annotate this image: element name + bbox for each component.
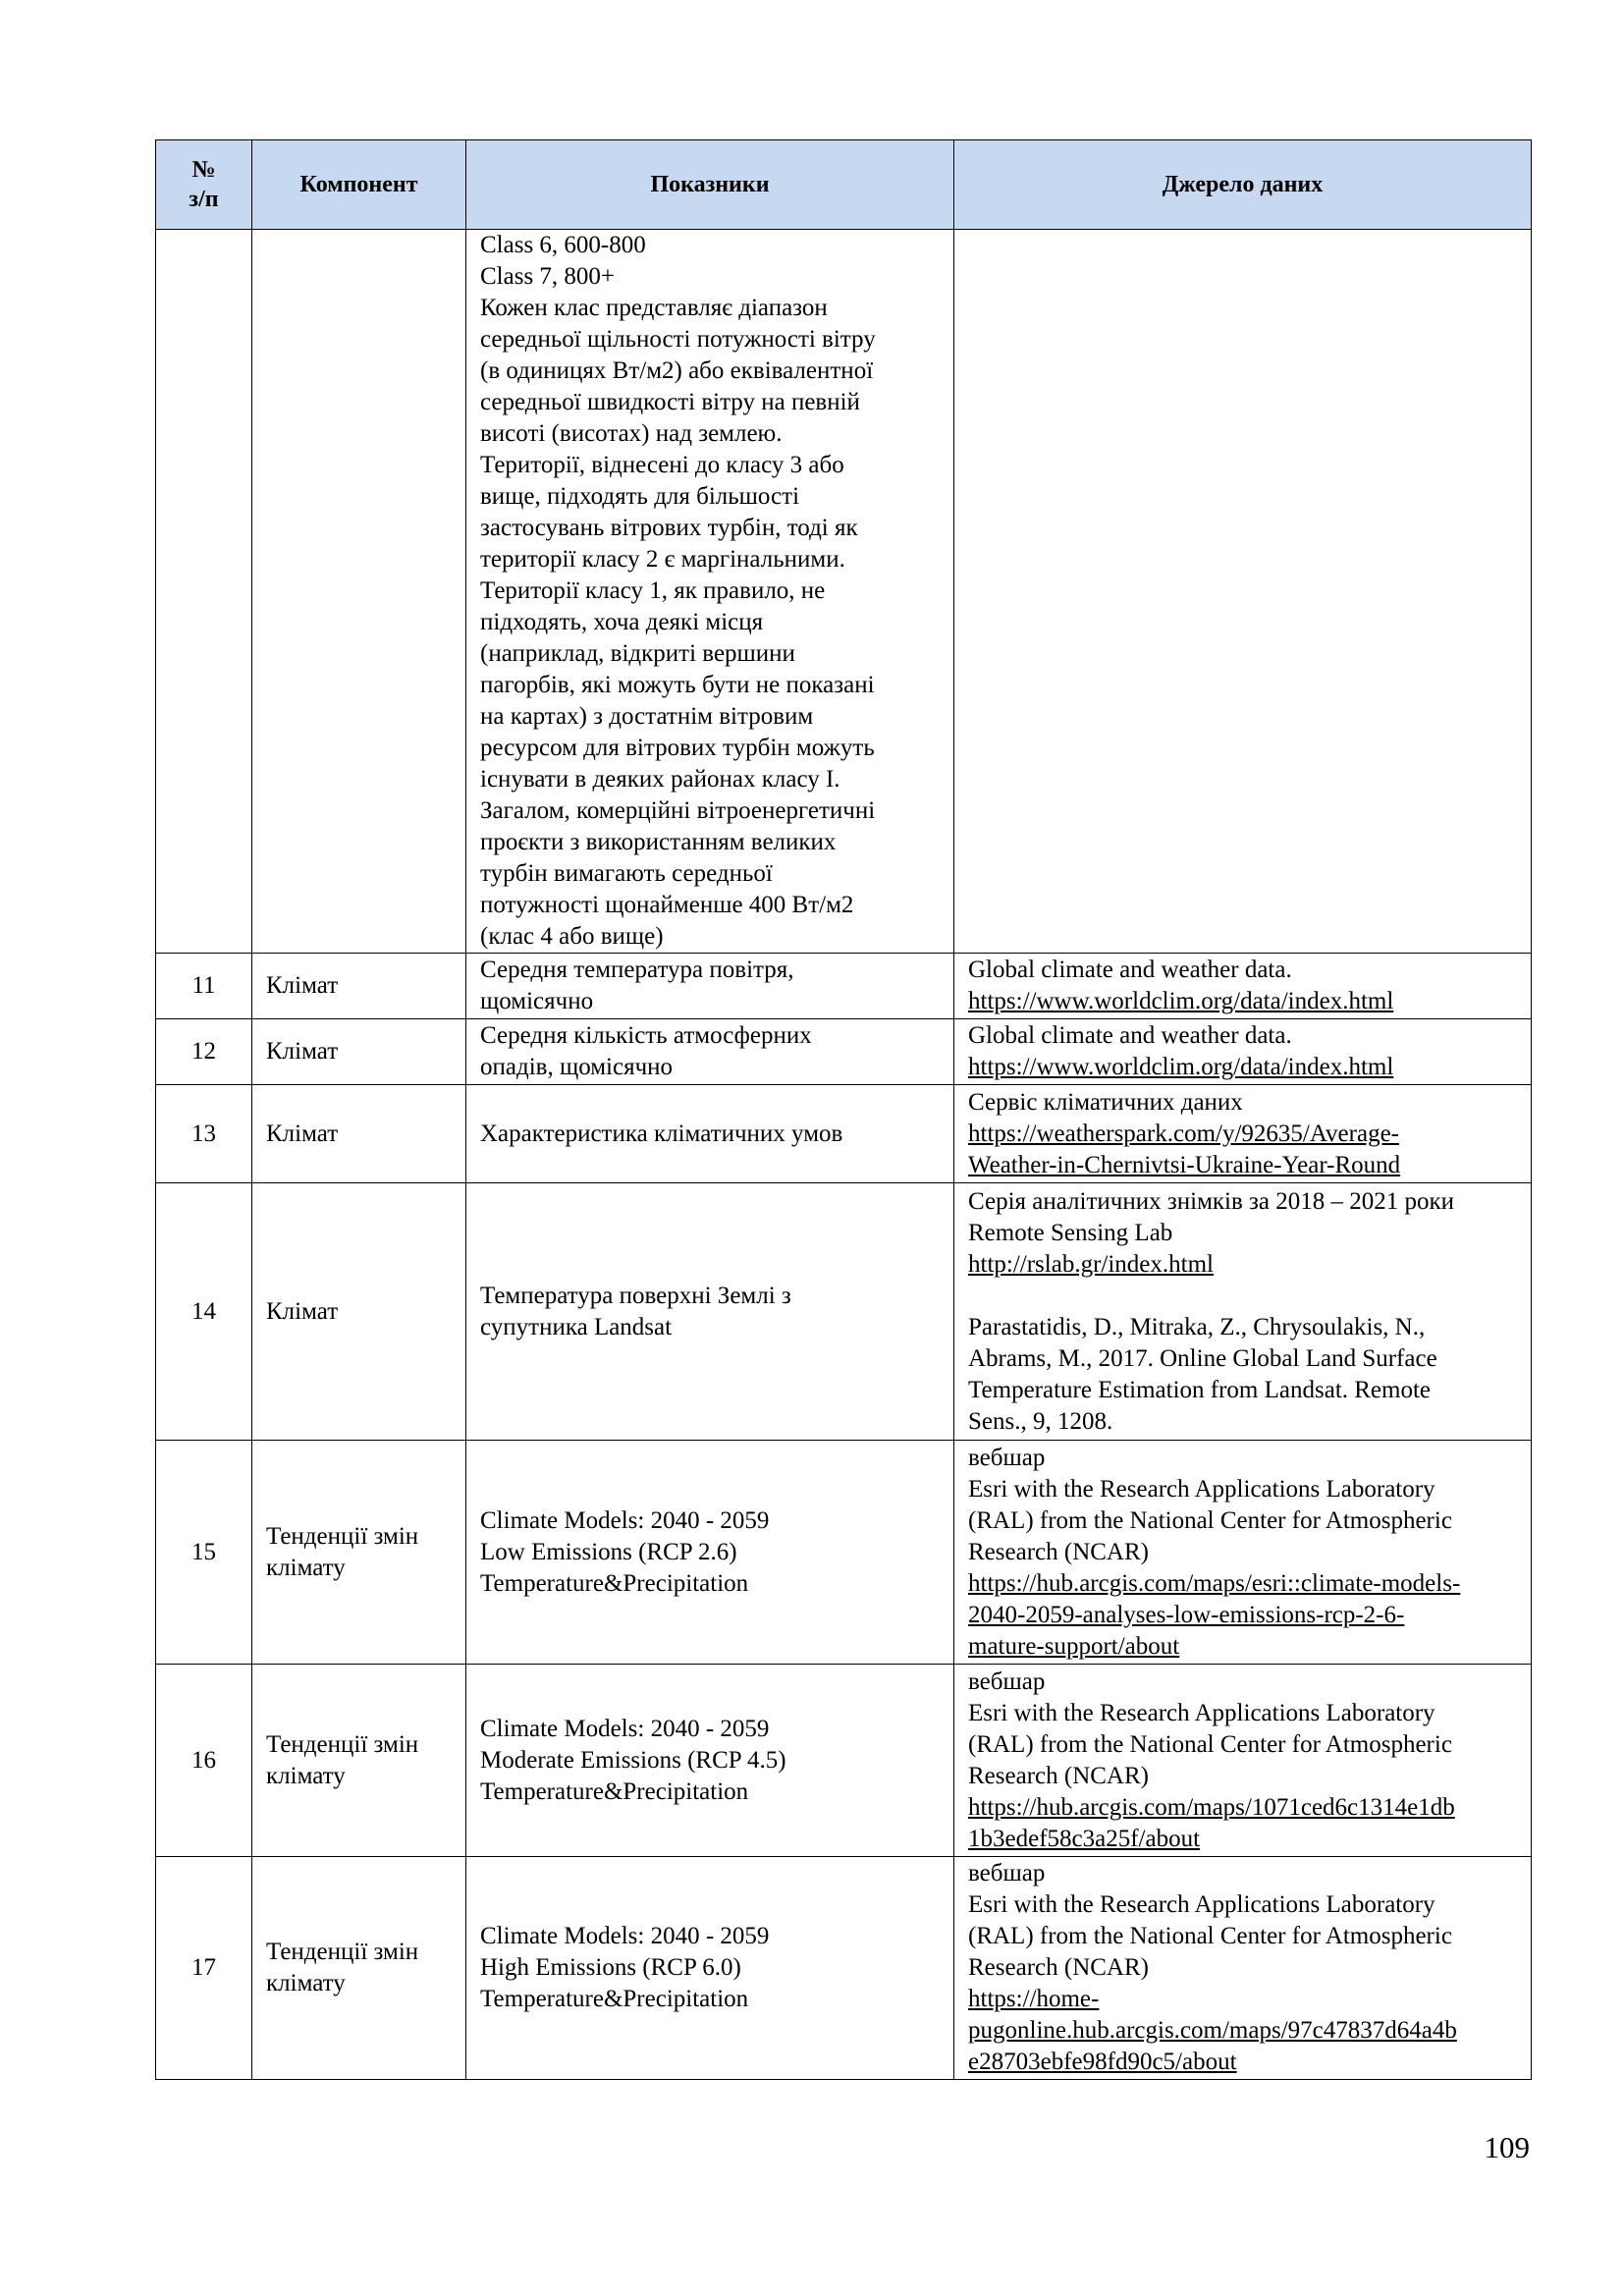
- cell-indicators: [466, 1857, 954, 2080]
- cell-source: [954, 230, 1532, 954]
- source-text-line: Sens., 9, 1208.: [968, 1407, 1113, 1435]
- source-text-line: вебшар: [968, 1444, 1046, 1471]
- indicator-text-line: Climate Models: 2040 - 2059: [480, 1506, 770, 1534]
- cell-component: [252, 1183, 466, 1441]
- cell-indicators: [466, 1441, 954, 1665]
- indicator-text-line: Температура поверхні Землі з: [480, 1282, 791, 1309]
- source-text-line: Сервіс кліматичних даних: [968, 1088, 1243, 1116]
- source-link[interactable]: https://hub.arcgis.com/maps/1071ced6c1314e1db: [968, 1793, 1455, 1821]
- indicator-text-line: Climate Models: 2040 - 2059: [480, 1715, 770, 1742]
- source-text-line: Research (NCAR): [968, 1538, 1149, 1565]
- cell-number: 14: [156, 1183, 252, 1441]
- source-text-line: Global climate and weather data.: [968, 957, 1292, 983]
- source-link[interactable]: https://weatherspark.com/y/92635/Average-: [968, 1120, 1399, 1147]
- header-source: Джерело даних: [954, 140, 1532, 230]
- indicator-text-line: (в одиницях Вт/м2) або еквівалентної: [480, 357, 874, 384]
- data-sources-table: [155, 139, 1532, 2080]
- blank-line: [968, 1281, 1517, 1312]
- component-text-line: Клімат: [266, 1038, 339, 1065]
- indicator-text-line: середньої швидкості вітру на певній: [480, 389, 860, 415]
- indicator-text-line: проєкти з використанням великих: [480, 829, 837, 855]
- component-text-line: клімату: [266, 1554, 346, 1581]
- indicator-text-line: Temperature&Precipitation: [480, 1986, 749, 2012]
- component-text-line: клімату: [266, 1762, 346, 1789]
- cell-indicators: [466, 954, 954, 1019]
- component-text-line: Тенденції змін: [266, 1522, 419, 1550]
- cell-component: [252, 1857, 466, 2080]
- source-link[interactable]: mature-support/about: [968, 1632, 1180, 1660]
- cell-indicators: [466, 1183, 954, 1441]
- indicator-text-line: High Emissions (RCP 6.0): [480, 1954, 741, 1981]
- indicator-text-line: середньої щільності потужності вітру: [480, 326, 876, 353]
- header-number: [156, 140, 252, 230]
- component-text-line: Тенденції змін: [266, 1730, 419, 1758]
- cell-indicators: [466, 1665, 954, 1857]
- cell-number: 17: [156, 1857, 252, 2080]
- cell-number: 12: [156, 1019, 252, 1085]
- header-number-abbrev: з/п: [189, 187, 219, 212]
- component-text-line: Клімат: [266, 1120, 339, 1147]
- table-header-row: [156, 140, 1532, 230]
- source-text-line: Remote Sensing Lab: [968, 1219, 1173, 1246]
- indicator-text-line: на картах) з достатнім вітровим: [480, 703, 814, 730]
- source-link[interactable]: 1b3edef58c3a25f/about: [968, 1825, 1201, 1852]
- cell-source: [954, 1665, 1532, 1857]
- cell-number: 11: [156, 954, 252, 1019]
- source-link[interactable]: https://www.worldclim.org/data/index.html: [968, 988, 1394, 1014]
- cell-number: [156, 230, 252, 954]
- source-link[interactable]: 2040-2059-analyses-low-emissions-rcp-2-6-: [968, 1601, 1405, 1628]
- indicator-text-line: (наприклад, відкриті вершини: [480, 640, 795, 667]
- indicator-text-line: (клас 4 або вище): [480, 923, 664, 950]
- indicator-text-line: пагорбів, які можуть бути не показані: [480, 672, 875, 698]
- source-text-line: Esri with the Research Applications Laboratory: [968, 1475, 1435, 1503]
- cell-source: [954, 954, 1532, 1019]
- source-text-line: Abrams, M., 2017. Online Global Land Surface: [968, 1344, 1437, 1372]
- source-link[interactable]: pugonline.hub.arcgis.com/maps/97c47837d64a4b: [968, 2017, 1457, 2044]
- cell-number: 13: [156, 1085, 252, 1183]
- indicator-text-line: висоті (висотах) над землею.: [480, 420, 783, 447]
- indicator-text-line: вище, підходять для більшості: [480, 483, 800, 510]
- indicator-text-line: Середня температура повітря,: [480, 957, 794, 983]
- cell-source: [954, 1183, 1532, 1441]
- indicator-text-line: щомісячно: [480, 988, 594, 1014]
- table-row-continuation: [156, 230, 1532, 954]
- cell-indicators: [466, 1085, 954, 1183]
- cell-source: [954, 1857, 1532, 2080]
- source-text-line: Research (NCAR): [968, 1762, 1149, 1789]
- cell-component: [252, 230, 466, 954]
- indicator-text-line: опадів, щомісячно: [480, 1054, 674, 1080]
- source-link[interactable]: https://hub.arcgis.com/maps/esri::climate-models-: [968, 1569, 1461, 1597]
- indicator-text-line: Low Emissions (RCP 2.6): [480, 1538, 737, 1565]
- source-text-line: Global climate and weather data.: [968, 1022, 1292, 1049]
- indicator-text-line: Moderate Emissions (RCP 4.5): [480, 1746, 786, 1774]
- table-body: [156, 230, 1532, 2080]
- header-number-symbol: №: [191, 157, 216, 183]
- cell-number: 16: [156, 1665, 252, 1857]
- component-text-line: клімату: [266, 1970, 346, 1996]
- source-text-line: (RAL) from the National Center for Atmospheric: [968, 1923, 1452, 1949]
- indicator-text-line: Території, віднесені до класу 3 або: [480, 452, 844, 478]
- indicator-text-line: існувати в деяких районах класу I.: [480, 766, 840, 793]
- source-text-line: вебшар: [968, 1860, 1046, 1886]
- indicator-text-line: Temperature&Precipitation: [480, 1777, 749, 1805]
- component-text-line: Тенденції змін: [266, 1939, 419, 1965]
- indicator-text-line: супутника Landsat: [480, 1313, 673, 1340]
- source-link[interactable]: https://www.worldclim.org/data/index.html: [968, 1054, 1394, 1080]
- source-link[interactable]: http://rslab.gr/index.html: [968, 1250, 1214, 1278]
- source-link[interactable]: Weather-in-Chernivtsi-Ukraine-Year-Round: [968, 1151, 1401, 1178]
- component-text-line: Клімат: [266, 972, 339, 999]
- cell-number: 15: [156, 1441, 252, 1665]
- indicator-text-line: Загалом, комерційні вітроенергетичні: [480, 797, 876, 824]
- table-row: [156, 954, 1532, 1019]
- indicator-text-line: Temperature&Precipitation: [480, 1569, 749, 1597]
- source-text-line: Parastatidis, D., Mitraka, Z., Chrysoulakis, N.,: [968, 1313, 1426, 1340]
- cell-component: [252, 1019, 466, 1085]
- source-text-line: Esri with the Research Applications Laboratory: [968, 1891, 1435, 1918]
- indicator-text-line: турбін вимагають середньої: [480, 860, 773, 887]
- page-number: 109: [1484, 2130, 1530, 2164]
- table-row: [156, 1085, 1532, 1183]
- source-text-line: Temperature Estimation from Landsat. Remote: [968, 1376, 1432, 1403]
- cell-indicators: [466, 230, 954, 954]
- header-indicators: Показники: [466, 140, 954, 230]
- indicator-text-line: Території класу 1, як правило, не: [480, 577, 826, 604]
- source-text-line: вебшар: [968, 1667, 1046, 1695]
- indicator-text-line: Характеристика кліматичних умов: [480, 1120, 843, 1147]
- indicator-text-line: Class 7, 800+: [480, 263, 616, 290]
- cell-source: [954, 1085, 1532, 1183]
- indicator-text-line: території класу 2 є маргінальними.: [480, 546, 845, 573]
- table-row: [156, 1857, 1532, 2080]
- cell-component: [252, 1665, 466, 1857]
- source-link[interactable]: https://home-: [968, 1986, 1100, 2012]
- source-text-line: Серія аналітичних знімків за 2018 – 2021 роки: [968, 1187, 1455, 1215]
- indicator-text-line: Кожен клас представляє діапазон: [480, 295, 828, 321]
- indicator-text-line: Середня кількість атмосферних: [480, 1022, 812, 1049]
- table-row: [156, 1183, 1532, 1441]
- cell-indicators: [466, 1019, 954, 1085]
- cell-source: [954, 1019, 1532, 1085]
- cell-component: [252, 1085, 466, 1183]
- indicator-text-line: підходять, хоча деякі місця: [480, 609, 764, 635]
- cell-component: [252, 1441, 466, 1665]
- indicator-text-line: застосувань вітрових турбін, тоді як: [480, 515, 858, 541]
- cell-source: [954, 1441, 1532, 1665]
- indicator-text-line: Climate Models: 2040 - 2059: [480, 1923, 770, 1949]
- indicator-text-line: Class 6, 600-800: [480, 232, 646, 258]
- table-row: [156, 1441, 1532, 1665]
- source-text-line: (RAL) from the National Center for Atmospheric: [968, 1506, 1452, 1534]
- indicator-text-line: ресурсом для вітрових турбін можуть: [480, 735, 875, 761]
- source-text-line: (RAL) from the National Center for Atmospheric: [968, 1730, 1452, 1758]
- source-text-line: Research (NCAR): [968, 1954, 1149, 1981]
- indicator-text-line: потужності щонайменше 400 Вт/м2: [480, 892, 854, 918]
- component-text-line: Клімат: [266, 1297, 339, 1325]
- table-row: [156, 1665, 1532, 1857]
- cell-component: [252, 954, 466, 1019]
- source-text-line: Esri with the Research Applications Laboratory: [968, 1699, 1435, 1726]
- header-component: Компонент: [252, 140, 466, 230]
- source-link[interactable]: e28703ebfe98fd90c5/about: [968, 2049, 1237, 2075]
- table-row: [156, 1019, 1532, 1085]
